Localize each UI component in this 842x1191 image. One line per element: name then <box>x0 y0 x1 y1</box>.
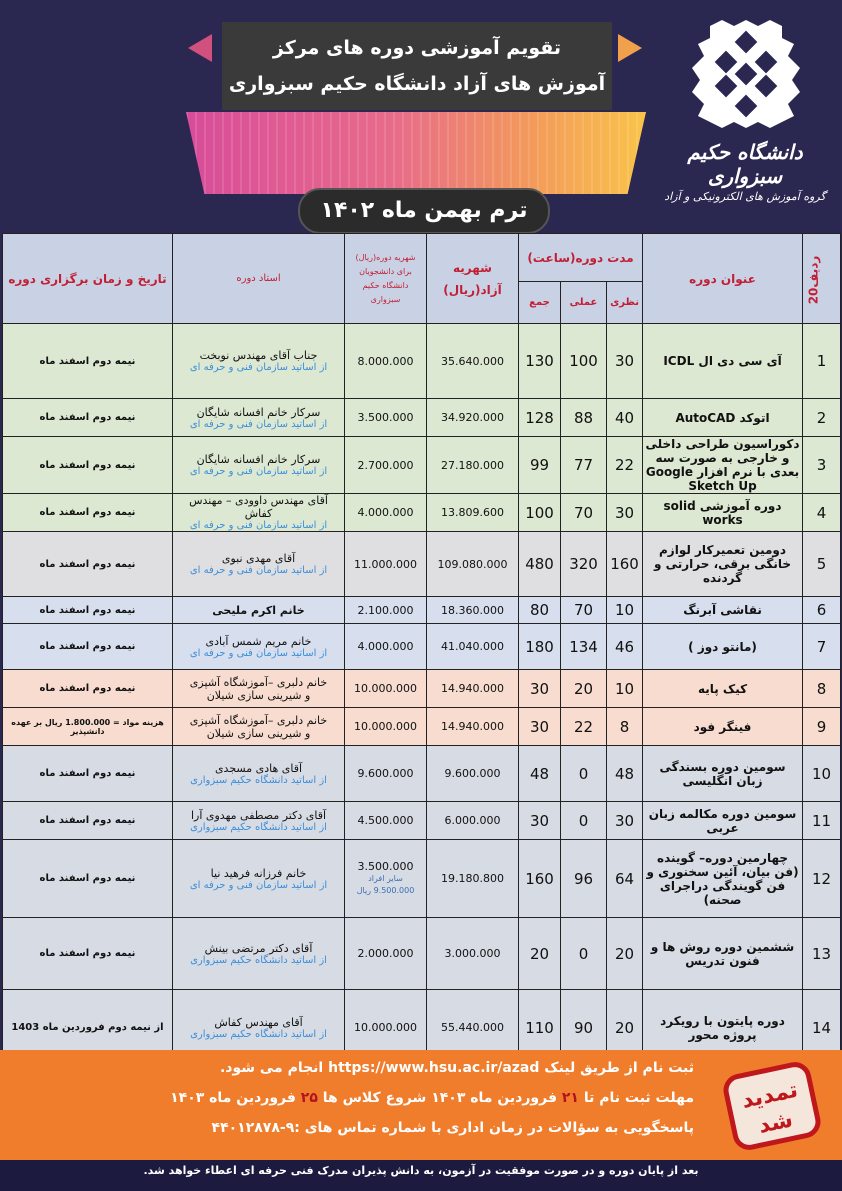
total-hours: 30 <box>519 670 561 708</box>
theory-hours: 10 <box>607 670 643 708</box>
teacher-name: خانم مریم شمس آبادی <box>205 634 312 648</box>
student-fee: 2.700.000 <box>357 458 414 472</box>
header-row-number: ردیف20 <box>803 234 841 324</box>
header-student-fee: شهریه دوره(ریال) برای دانشجویان دانشگاه حکیم سبزواری <box>345 234 427 324</box>
decor-triangle-right <box>618 34 642 62</box>
university-name <box>660 140 830 203</box>
course-title: فینگر فود <box>643 708 803 746</box>
course-fee: 35.640.000 <box>427 324 519 399</box>
student-fee-cell <box>345 624 427 670</box>
course-fee: 34.920.000 <box>427 399 519 437</box>
course-title: سومین دوره بسندگی زبان انگلیسی <box>643 746 803 802</box>
contact-line: پاسخگویی به سؤالات در زمان اداری با شماره تماس های :۹-۴۴۰۱۲۸۷۸ <box>211 1120 694 1136</box>
course-date: نیمه دوم اسفند ماه <box>3 597 173 624</box>
title-line-1: تقویم آموزشی دوره های مرکز <box>272 37 562 59</box>
teacher-cell <box>173 840 345 918</box>
teacher-name: خانم دلبری –آموزشگاه آشپزی <box>189 713 328 727</box>
practical-hours: 88 <box>561 399 607 437</box>
teacher-name: آقای هادی مسجدی <box>214 761 303 775</box>
row-number: 2 <box>803 399 841 437</box>
theory-hours: 20 <box>607 918 643 990</box>
practical-hours: 70 <box>561 597 607 624</box>
teacher-cell <box>173 532 345 597</box>
practical-hours: 20 <box>561 670 607 708</box>
theory-hours: 30 <box>607 494 643 532</box>
row-number: 14 <box>803 990 841 1066</box>
student-fee-cell <box>345 437 427 494</box>
header-teacher: استاد دوره <box>173 234 345 324</box>
student-fee-cell <box>345 399 427 437</box>
course-title: دوره آموزشی solid works <box>643 494 803 532</box>
total-hours: 100 <box>519 494 561 532</box>
teacher-name: سرکار خانم افسانه شایگان <box>196 453 321 466</box>
total-hours: 128 <box>519 399 561 437</box>
student-fee-cell <box>345 494 427 532</box>
teacher-name: جناب آقای مهندس نوبخت <box>199 349 318 362</box>
teacher-name: آقای دکتر مصطفی مهدوی آرا <box>190 808 327 822</box>
practical-hours: 100 <box>561 324 607 399</box>
table-row <box>3 399 841 437</box>
theory-hours: 46 <box>607 624 643 670</box>
student-fee-cell <box>345 597 427 624</box>
term-badge: ترم بهمن ماه ۱۴۰۲ <box>298 188 550 234</box>
total-hours: 110 <box>519 990 561 1066</box>
practical-hours: 0 <box>561 802 607 840</box>
student-fee: 10.000.000 <box>354 682 417 695</box>
teacher-note: از اساتید دانشگاه حکیم سبزواری <box>190 774 327 786</box>
total-hours: 160 <box>519 840 561 918</box>
teacher-note: از اساتید دانشگاه حکیم سبزواری <box>190 821 327 833</box>
teacher-note: از اساتید سازمان فنی و حرفه ای <box>189 565 328 576</box>
theory-hours: 22 <box>607 437 643 494</box>
theory-hours: 30 <box>607 324 643 399</box>
course-title: دومین تعمیرکار لوازم خانگی برقی، حرارتی و گردنده <box>643 532 803 597</box>
teacher-name: آقای مهندس کفاش <box>214 1015 303 1029</box>
student-fee: 2.100.000 <box>357 603 414 617</box>
course-date: نیمه دوم اسفند ماه <box>3 324 173 399</box>
course-date: نیمه دوم اسفند ماه <box>3 624 173 670</box>
student-fee-cell <box>345 802 427 840</box>
total-hours: 99 <box>519 437 561 494</box>
course-fee: 3.000.000 <box>427 918 519 990</box>
teacher-note: از اساتید سازمان فنی و حرفه ای <box>189 466 328 477</box>
course-title: آی سی دی ال ICDL <box>643 324 803 399</box>
theory-hours: 64 <box>607 840 643 918</box>
course-title: کیک پایه <box>643 670 803 708</box>
total-hours: 48 <box>519 746 561 802</box>
header-theory: نظری <box>607 282 643 324</box>
practical-hours: 96 <box>561 840 607 918</box>
course-title: دوره پایتون با رویکرد پروژه محور <box>643 990 803 1066</box>
teacher-cell <box>173 494 345 532</box>
header-total: جمع <box>519 282 561 324</box>
total-hours: 130 <box>519 324 561 399</box>
teacher-note: از اساتید سازمان فنی و حرفه ای <box>189 362 328 373</box>
student-fee: 4.500.000 <box>357 814 414 827</box>
total-hours: 30 <box>519 802 561 840</box>
teacher-cell <box>173 670 345 708</box>
header-course-title: عنوان دوره <box>643 234 803 324</box>
theory-hours: 20 <box>607 990 643 1066</box>
page-header <box>0 0 842 233</box>
total-hours: 180 <box>519 624 561 670</box>
course-date: هزینه مواد = 1.800.000 ریال بر عهده دانشپذیر <box>3 708 173 746</box>
table-row <box>3 494 841 532</box>
stamp-text-2: شد <box>756 1107 796 1139</box>
registration-banner <box>0 1050 842 1160</box>
header-duration: مدت دوره(ساعت) <box>519 234 643 282</box>
table-row <box>3 670 841 708</box>
teacher-note: از اساتید دانشگاه حکیم سبزواری <box>190 954 327 966</box>
header-ribbon <box>186 112 646 194</box>
header-fee: شهریه آزاد(ریال) <box>427 234 519 324</box>
course-title: نقاشی آبرنگ <box>643 597 803 624</box>
university-name-line-1: دانشگاه حکیم سبزواری <box>687 140 803 188</box>
course-date: نیمه دوم اسفند ماه <box>3 532 173 597</box>
course-fee: 19.180.800 <box>427 840 519 918</box>
student-fee: 10.000.000 <box>354 720 417 733</box>
row-number: 9 <box>803 708 841 746</box>
student-fee-cell <box>345 746 427 802</box>
theory-hours: 10 <box>607 597 643 624</box>
table-row <box>3 597 841 624</box>
table-row <box>3 802 841 840</box>
table-row <box>3 840 841 918</box>
student-fee: 8.000.000 <box>357 354 414 368</box>
course-title: دکوراسیون طراحی داخلی و خارجی به صورت سه بعدی با نرم افزار Google Sketch Up <box>643 437 803 494</box>
theory-hours: 30 <box>607 802 643 840</box>
course-title: چهارمین دوره– گوینده (فن بیان، آئین سخنوری و فن گویندگی دراجرای صحنه) <box>643 840 803 918</box>
header-date: تاریخ و زمان برگزاری دوره <box>3 234 173 324</box>
total-hours: 30 <box>519 708 561 746</box>
teacher-note: و شیرینی سازی شیلان <box>206 688 311 702</box>
student-fee: 2.000.000 <box>357 947 414 960</box>
total-hours: 80 <box>519 597 561 624</box>
course-fee: 109.080.000 <box>427 532 519 597</box>
course-fee: 41.040.000 <box>427 624 519 670</box>
practical-hours: 70 <box>561 494 607 532</box>
course-date: نیمه دوم اسفند ماه <box>3 399 173 437</box>
footer-note: بعد از پایان دوره و در صورت موفقیت در آزمون، به دانش پذیران مدرک فنی حرفه ای اعطاء خواهد شد. <box>0 1160 842 1191</box>
table-row <box>3 324 841 399</box>
theory-hours: 8 <box>607 708 643 746</box>
table-row <box>3 746 841 802</box>
stamp-text-1: تمدید <box>739 1077 801 1114</box>
row-number: 4 <box>803 494 841 532</box>
student-fee: 4.000.000 <box>357 640 414 653</box>
student-fee-cell <box>345 324 427 399</box>
teacher-cell <box>173 708 345 746</box>
student-fee: 3.500.000 <box>357 860 414 873</box>
student-fee: 11.000.000 <box>354 557 417 571</box>
total-hours: 20 <box>519 918 561 990</box>
course-fee: 18.360.000 <box>427 597 519 624</box>
student-fee: 9.600.000 <box>357 767 414 780</box>
registration-link[interactable]: https://www.hsu.ac.ir/azad <box>328 1060 540 1076</box>
registration-link-line: ثبت نام از طریق لینک https://www.hsu.ac.ir/azad انجام می شود. <box>219 1060 694 1076</box>
course-table <box>2 233 841 1066</box>
table-row <box>3 532 841 597</box>
practical-hours: 77 <box>561 437 607 494</box>
course-title: (مانتو دوز ) <box>643 624 803 670</box>
row-number: 12 <box>803 840 841 918</box>
student-fee: 3.500.000 <box>357 411 414 424</box>
course-date: نیمه دوم اسفند ماه <box>3 918 173 990</box>
table-row <box>3 708 841 746</box>
theory-hours: 40 <box>607 399 643 437</box>
teacher-note: از اساتید سازمان فنی و حرفه ای <box>189 647 328 659</box>
student-fee-cell <box>345 532 427 597</box>
row-number: 5 <box>803 532 841 597</box>
university-name-line-2: گروه آموزش های الکترونیکی و آزاد <box>664 190 826 203</box>
student-fee-cell <box>345 840 427 918</box>
student-fee-cell <box>345 918 427 990</box>
course-date: نیمه دوم اسفند ماه <box>3 802 173 840</box>
course-title: ششمین دوره روش ها و فنون تدریس <box>643 918 803 990</box>
row-number: 13 <box>803 918 841 990</box>
table-row <box>3 918 841 990</box>
teacher-cell <box>173 597 345 624</box>
course-date: از نیمه دوم فروردین ماه 1403 <box>3 990 173 1066</box>
course-fee: 6.000.000 <box>427 802 519 840</box>
student-fee-cell <box>345 670 427 708</box>
teacher-name: خانم اکرم ملیحی <box>212 603 305 617</box>
theory-hours: 160 <box>607 532 643 597</box>
teacher-cell <box>173 437 345 494</box>
teacher-note: از اساتید سازمان فنی و حرفه ای <box>189 418 328 430</box>
teacher-cell <box>173 624 345 670</box>
course-date: نیمه دوم اسفند ماه <box>3 746 173 802</box>
teacher-cell <box>173 399 345 437</box>
student-fee-cell <box>345 708 427 746</box>
row-number: 10 <box>803 746 841 802</box>
teacher-name: خانم فرزانه فرهید نیا <box>210 866 307 880</box>
table-row <box>3 437 841 494</box>
course-date: نیمه دوم اسفند ماه <box>3 670 173 708</box>
teacher-name: سرکار خانم افسانه شایگان <box>196 405 321 419</box>
course-date: نیمه دوم اسفند ماه <box>3 840 173 918</box>
teacher-name: آقای مهندس داوودی – مهندس کفاش <box>189 494 328 520</box>
row-number: 11 <box>803 802 841 840</box>
practical-hours: 22 <box>561 708 607 746</box>
course-date: نیمه دوم اسفند ماه <box>3 494 173 532</box>
teacher-name: آقای دکتر مرتضی بینش <box>204 941 313 955</box>
row-number: 3 <box>803 437 841 494</box>
teacher-note: از اساتید دانشگاه حکیم سبزواری <box>190 1028 327 1040</box>
deadline-line: مهلت ثبت نام تا ۲۱ فروردین ماه ۱۴۰۳ شروع کلاس ها ۲۵ فروردین ماه ۱۴۰۳ <box>170 1090 694 1106</box>
course-fee: 55.440.000 <box>427 990 519 1066</box>
extended-stamp <box>722 1056 822 1156</box>
teacher-cell <box>173 918 345 990</box>
university-logo-icon <box>688 16 804 132</box>
teacher-cell <box>173 746 345 802</box>
theory-hours: 48 <box>607 746 643 802</box>
course-fee: 13.809.600 <box>427 494 519 532</box>
student-fee: 4.000.000 <box>357 506 414 519</box>
student-fee: 10.000.000 <box>354 1021 417 1034</box>
decor-triangle-left <box>188 34 212 62</box>
title-line-2: آموزش های آزاد دانشگاه حکیم سبزواری <box>228 73 606 95</box>
total-hours: 480 <box>519 532 561 597</box>
row-number: 8 <box>803 670 841 708</box>
course-fee: 9.600.000 <box>427 746 519 802</box>
practical-hours: 0 <box>561 746 607 802</box>
row-number: 7 <box>803 624 841 670</box>
header-practical: عملی <box>561 282 607 324</box>
teacher-note: از اساتید سازمان فنی و حرفه ای <box>189 879 328 891</box>
course-fee: 14.940.000 <box>427 708 519 746</box>
course-title: اتوکد AutoCAD <box>643 399 803 437</box>
practical-hours: 320 <box>561 532 607 597</box>
teacher-note: و شیرینی سازی شیلان <box>206 726 311 740</box>
practical-hours: 90 <box>561 990 607 1066</box>
practical-hours: 134 <box>561 624 607 670</box>
practical-hours: 0 <box>561 918 607 990</box>
teacher-name: خانم دلبری –آموزشگاه آشپزی <box>189 675 328 689</box>
course-title: سومین دوره مکالمه زبان عربی <box>643 802 803 840</box>
teacher-cell <box>173 802 345 840</box>
row-number: 6 <box>803 597 841 624</box>
course-fee: 27.180.000 <box>427 437 519 494</box>
row-number: 1 <box>803 324 841 399</box>
course-fee: 14.940.000 <box>427 670 519 708</box>
table-row <box>3 624 841 670</box>
page-title <box>222 22 612 110</box>
teacher-name: آقای مهدی نبوی <box>221 552 296 565</box>
student-fee-note: سایر افراد 9.500.000 ریال <box>356 874 415 895</box>
course-date: نیمه دوم اسفند ماه <box>3 437 173 494</box>
teacher-note: از اساتید سازمان فنی و حرفه ای <box>189 520 328 531</box>
teacher-cell <box>173 324 345 399</box>
